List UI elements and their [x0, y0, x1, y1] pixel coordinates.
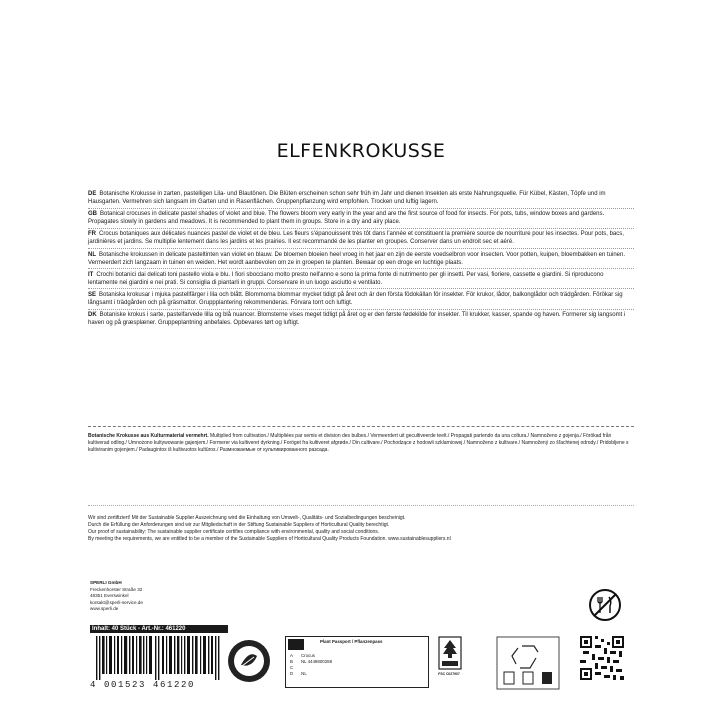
section-divider — [88, 505, 634, 506]
content-article-label: Inhalt: 40 Stück - Art.-Nr.: 461220 — [90, 625, 228, 633]
lang-fr: FR Crocus botaniques aux délicates nuances pastel de violet et de bleu. Les fleurs s'épanouissent très tôt dans l'année et constituent la première source de nourriture pour les insectes. Pour pots, bacs, jardinières et jardins. Se multiplie lentement dans les jardins et les prairies. Il est recommandé de les planter en groupes. Conserver dans un endroit sec et aéré. — [88, 230, 634, 249]
qr-code-icon — [580, 636, 624, 680]
propagation-note: Botanische Krokusse aus Kulturmaterial vermehrt. Multiplied from cultivation./ Multipliées par semis et division des bulbes./ Vermeerdert uit gecultiveerde teelt./ Propagati partendo da una coltura./ Namnoženo z gojenja./ Förökad från kultiverad odling./ Umnożono kultywowanie gajenjem./ Formerer via kultiveret dyrkning./ Foröget fra kultiveret afgrøde./ Din cultivare./ Pochodzące z hodowli szklarniowej./ Namnoženo z kultivare./ Namnožený zo šľachtenej odrody./ Pridobljene s kultiviranim gojenjem./ Padaugintos iš kultivuotos kultūros./ Размножаемые от культивированного разсада. — [88, 433, 629, 453]
sustainable-supplier-seal-icon — [226, 638, 272, 684]
passport-row: C — [290, 665, 294, 670]
lang-nl: NL Botanische krokussen in delicate pasteltinten van violet en blauw. De bloemen bloeien heel vroeg in het jaar en zijn de eerste voedselbron voor insecten. Voor potten, kuipen, bloembakken en tuinen. Vermeerdert zich langzaam in tuinen en weiden. Het wordt aanbevolen om ze in groepen te planten. Bewaar op een droge en luchtige plaats. — [88, 251, 634, 270]
company-address: SPERLI GmbH Freckenhorster Straße 32 48351 Everswinkel kontakt@sperli-service.de www.sperli.de — [90, 580, 143, 611]
fsc-code: FSC C027907 — [438, 672, 460, 676]
section-divider — [88, 426, 634, 427]
barcode-icon — [90, 636, 228, 680]
lang-de: DE Botanische Krokusse in zarten, pastelligen Lila- und Blautönen. Die Blüten erscheinen schon sehr früh im Jahr und dienen Insekten als erste Nahrungsquelle. Für Kübel, Kästen, Töpfe und im Hausgarten. Vermehren sich langsam im Garten und in Rasenflächen. Gruppenpflanzung wird empfohlen. Trocken und luftig lagern. — [88, 190, 634, 209]
eu-flag-icon — [288, 639, 304, 650]
passport-row: A Crocus — [290, 653, 315, 658]
recycling-info-icon — [496, 636, 560, 690]
lang-it: IT Crochi botanici dai delicati toni pastello viola e blu. I fiori sbocciano molto presto nell'anno e sono la prima fonte di nutrimento per gli insetti. Per vasi, fioriere, cassette e giardini. Si riproducono lentamente nei giardini e nei prati. Si consiglia di piantarli in gruppi. Conservare in un luogo asciutto e ventilato. — [88, 271, 634, 290]
lang-dk: DK Botaniske krokus i sarte, pastelfarvede lilla og blå nuancer. Blomsterne vises meget tidligt på året og er den første fødekilde for insekter. Til krukker, kasser, spande og haven. Formerer sig langsomt i haven og på græsplæner. Gruppeplantning anbefales. Opbevares tørt og luftigt. — [88, 312, 626, 327]
product-title: ELFENKROKUSSE — [276, 140, 446, 162]
fsc-logo-icon — [438, 636, 462, 670]
no-fork-knife-icon — [588, 588, 622, 622]
passport-row: D NL — [290, 671, 307, 676]
barcode-number: 4 001523 461220 — [90, 680, 196, 690]
plant-passport: Plant Passport / Pflanzenpass A Crocus B NL 4449800288 C D NL — [285, 636, 429, 688]
lang-gb: GB Botanical crocuses in delicate pastel shades of violet and blue. The flowers bloom very early in the year and are the first source of food for insects. For pots, tubs, window boxes and gardens. Propagates slowly in gardens and meadows. It is recommended to plant them in groups. Store in a dry and airy place. — [88, 210, 634, 229]
language-descriptions — [88, 190, 634, 330]
lang-se: SE Botaniska krokusar i mjuka pastellfärger i lila och blått. Blommorna blommar mycket tidigt på året och är den första födokällan för insekter. För krukor, lådor, balkonglådor och trädgården. Förökar sig långsamt i trädgården och på gräsmattor. Gruppplantering rekommenderas. Förvara torrt och luftigt. — [88, 291, 634, 310]
passport-row: B NL 4449800288 — [290, 659, 333, 664]
certification-note: Wir sind zertifiziert! Mit der Sustainable Supplier Auszeichnung wird die Einhaltung von Umwelt-, Qualitäts- und Sozialbedingungen bescheinigt. Durch die Erfüllung der Anforderungen sind wir zur Mitgliedschaft in der Stiftung Sustainable Suppliers of Horticultural Quality berechtigt. Our proof of sustainability: The sustainable supplier certificate certifies compliance with environmental, quality and social conditions. By meeting the requirements, we are entitled to be a member of the Sustainable Suppliers of Horticultural Quality Products Foundation. www.sustainablesuppliers.nl — [88, 515, 451, 542]
